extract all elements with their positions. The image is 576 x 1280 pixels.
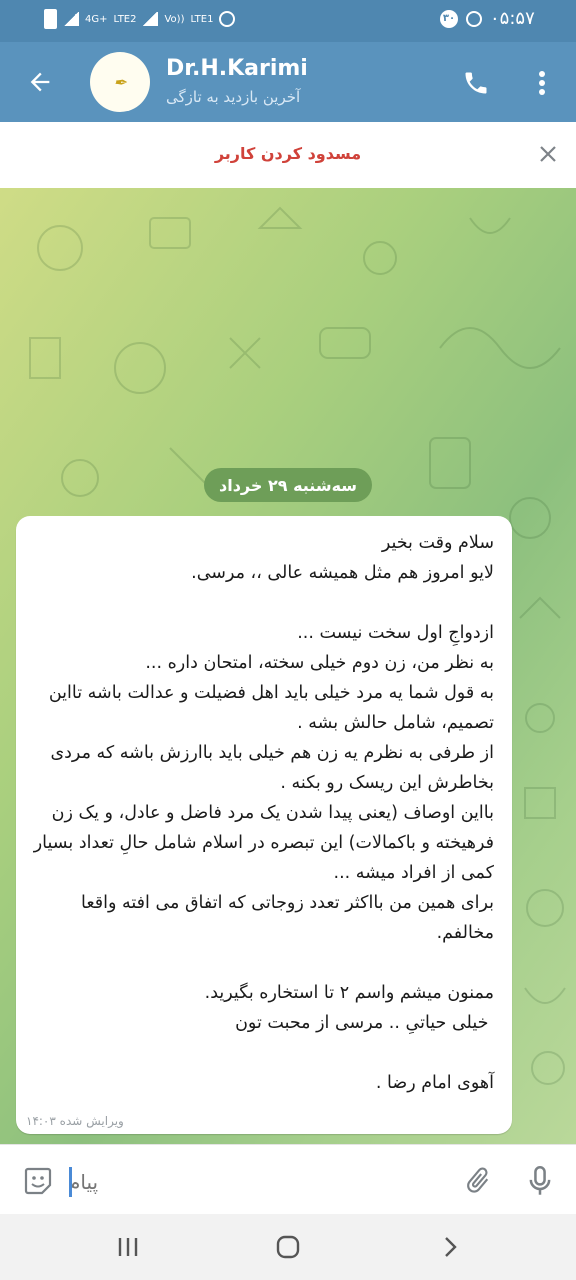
notification-badge: ۳۰ <box>440 10 458 28</box>
chat-area[interactable] <box>0 188 576 1144</box>
back-nav-button[interactable] <box>432 1230 468 1264</box>
block-user-button[interactable]: مسدود کردن کاربر <box>214 144 362 163</box>
message-input-bar <box>0 1144 576 1215</box>
recent-apps-icon <box>116 1236 140 1258</box>
microphone-icon <box>526 1165 554 1197</box>
back-button[interactable] <box>18 60 62 104</box>
contact-name[interactable]: Dr.H.Karimi <box>166 56 308 81</box>
alarm-clock-icon <box>466 11 482 27</box>
text-cursor <box>69 1167 72 1197</box>
last-seen-status: آخرین بازدید به تازگی <box>166 88 301 106</box>
status-bar <box>0 0 576 42</box>
battery-icon <box>44 9 57 29</box>
home-button[interactable] <box>270 1230 306 1264</box>
signal-icon <box>63 12 79 26</box>
edited-label: ویرایش شده <box>59 1114 124 1128</box>
chat-header <box>0 42 576 122</box>
message-text: سلام وقت بخیر لایو امروز هم مثل همیشه عالی ،، مرسی. ازدواجِ اول سخت نیست ... به نظر من، زن دوم خیلی سخته، امتحان داره ... به قول شما یه مرد خیلی باید اهل فضیلت و عدالت باشه تااین تصمیم، شامل حالش بشه . از طرفی به نظرم یه زن هم خیلی باید باارزش باشه که مردی بخاطرش این ریسک رو بکنه . بااین اوصاف (یعنی پیدا شدن یک مرد فاضل و عادل، و یک زن فرهیخته و باکمالات) این تبصره در اسلام شامل حالِ تعداد بسیار کمی از افراد میشه ... برای همین من بااکثر تعدد زوجاتی که اتفاق می افته واقعا مخالفم. ممنون میشم واسم ۲ تا استخاره بگیرید. خیلی حیاتیِ .. مرسی از محبت تون آهوی امام رضا . <box>33 533 494 1093</box>
calligraphy-logo-icon: ✒ <box>113 72 127 92</box>
block-user-bar <box>0 122 576 189</box>
date-separator: سه‌شنبه ۲۹ خرداد <box>204 468 372 502</box>
microphone-button[interactable] <box>520 1161 560 1201</box>
phone-icon <box>462 69 490 97</box>
system-navigation-bar <box>0 1214 576 1280</box>
message-input[interactable] <box>66 1163 430 1201</box>
network-label-lte2: LTE2 <box>113 13 137 25</box>
attach-button[interactable] <box>458 1161 498 1201</box>
volte-label: Vo)) <box>164 13 185 25</box>
message-bubble[interactable] <box>16 516 512 1134</box>
network-label-lte1: LTE1 <box>190 13 214 25</box>
message-meta <box>26 1114 124 1128</box>
close-icon <box>539 145 557 163</box>
more-vertical-icon <box>538 70 546 96</box>
network-label: 4G+ <box>85 13 108 25</box>
sticker-icon <box>22 1165 54 1197</box>
message-time: ۱۴:۰۳ <box>26 1114 56 1128</box>
status-time: ۰۵:۵۷ <box>490 8 535 29</box>
more-menu-button[interactable] <box>522 62 562 104</box>
emoji-button[interactable] <box>18 1161 58 1201</box>
status-left-icons <box>44 9 235 29</box>
paperclip-icon <box>462 1165 494 1197</box>
close-button[interactable] <box>534 140 562 168</box>
call-button[interactable] <box>455 62 497 104</box>
home-icon <box>275 1234 301 1260</box>
chevron-right-icon <box>440 1235 460 1259</box>
recent-apps-button[interactable] <box>110 1230 146 1264</box>
signal-icon-2 <box>142 12 158 26</box>
alarm-icon <box>219 11 235 27</box>
arrow-left-icon <box>26 68 54 96</box>
avatar[interactable] <box>90 52 150 112</box>
status-right <box>440 8 535 29</box>
